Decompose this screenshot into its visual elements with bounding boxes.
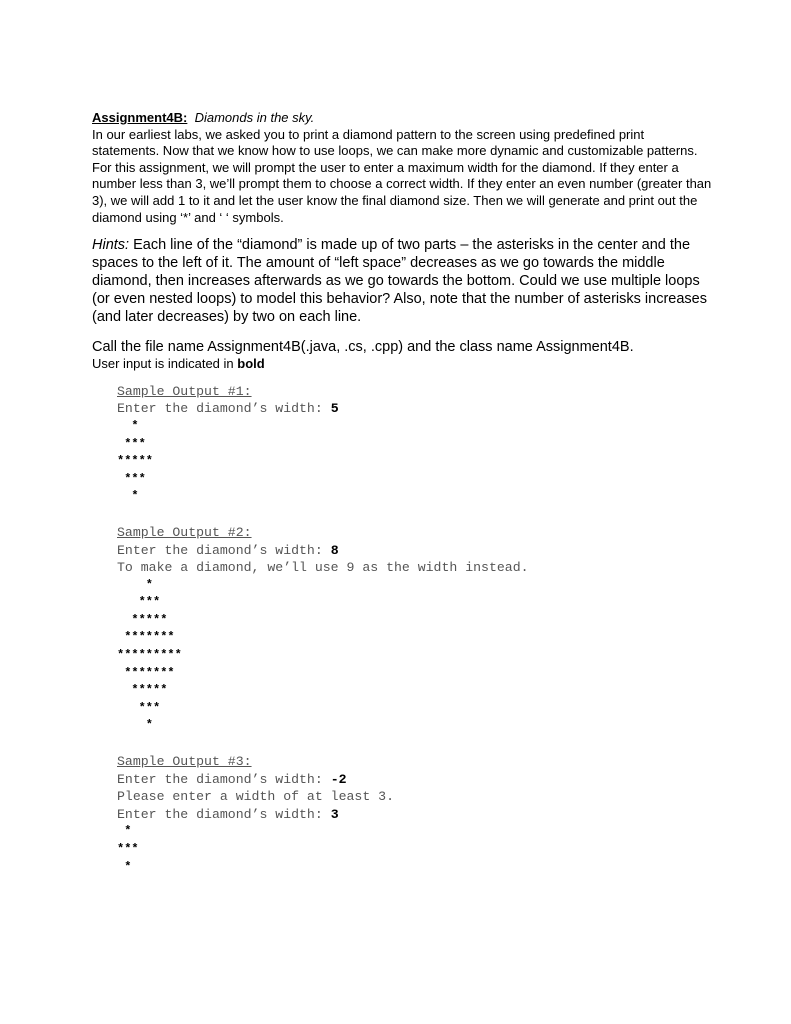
diamond-line: * (117, 824, 132, 839)
user-input: 3 (330, 806, 339, 822)
console-line (117, 806, 712, 824)
hints-label: Hints: (92, 237, 130, 254)
diamond-line: ******* (117, 630, 175, 645)
console-prompt: To make a diamond, we’ll use 9 as the width instead. (117, 560, 529, 576)
assignment-heading (92, 110, 712, 127)
console-line (117, 400, 712, 418)
assignment-subtitle: Diamonds in the sky. (194, 110, 315, 125)
document-page (92, 110, 712, 876)
assignment-paragraph: For this assignment, we will prompt the user to enter a maximum width for the diamond. If they enter a number less than 3, we’ll prompt them to choose a correct width. If they enter an even number (greater than 3), we will add 1 to it and let the user know the final diamond size. Then we will generate and print out the diamond using ‘*’ and ‘ ‘ symbols. (92, 159, 712, 225)
sample-title: Sample Output #1: (117, 383, 252, 399)
sample-title: Sample Output #3: (117, 754, 252, 770)
console-line (117, 542, 712, 560)
diamond-line: *** (117, 700, 161, 715)
diamond-line: ********* (117, 648, 182, 663)
sample-outputs (92, 383, 712, 876)
diamond-line: * (117, 577, 154, 592)
sample-output-1 (117, 383, 712, 506)
diamond-line: * (117, 718, 154, 733)
diamond-line: *** (117, 471, 146, 486)
console-line (117, 771, 712, 789)
sample-output-3 (117, 753, 712, 876)
user-input: 5 (330, 401, 339, 417)
input-note-bold: bold (237, 356, 265, 372)
diamond-line: ******* (117, 665, 175, 680)
sample-title: Sample Output #2: (117, 524, 252, 540)
diamond-line: * (117, 489, 139, 504)
diamond-line: *** (117, 842, 139, 856)
sample-output-2 (117, 524, 712, 735)
diamond-line: ***** (117, 683, 168, 698)
console-prompt: Enter the diamond’s width: (117, 542, 331, 558)
console-prompt: Enter the diamond’s width: (117, 401, 331, 417)
diamond-line: ***** (117, 612, 168, 627)
assignment-label: Assignment4B: (92, 110, 188, 125)
diamond-line: ***** (117, 454, 154, 469)
user-input: 8 (330, 542, 339, 558)
diamond-line: *** (117, 595, 161, 610)
hints-paragraph (92, 236, 712, 326)
input-note (92, 356, 712, 373)
console-line (117, 559, 712, 577)
diamond-line: * (117, 859, 132, 874)
diamond-line: * (117, 418, 139, 433)
console-prompt: Enter the diamond’s width: (117, 806, 331, 822)
console-line (117, 788, 712, 806)
input-note-prefix: User input is indicated in (92, 356, 238, 372)
console-prompt: Please enter a width of at least 3. (117, 789, 394, 805)
user-input: -2 (330, 771, 347, 787)
intro-paragraph: In our earliest labs, we asked you to print a diamond pattern to the screen using predefined print statements. Now that we know how to use loops, we can make more dynamic and customizable patterns. (92, 126, 698, 159)
console-prompt: Enter the diamond’s width: (117, 771, 331, 787)
diamond-line: *** (117, 436, 146, 451)
file-instructions: Call the file name Assignment4B(.java, .cs, .cpp) and the class name Assignment4B. (92, 339, 634, 356)
hints-text: Each line of the “diamond” is made up of two parts – the asterisks in the center and the spaces to the left of it. The amount of “left space” decreases as we go towards the middle diamond, then increases afterwards as we go towards the bottom. Could we use multiple loops (or even nested loops) to model this behavior? Also, note that the number of asterisks increases (and later decreases) by two on each line. (92, 237, 707, 326)
